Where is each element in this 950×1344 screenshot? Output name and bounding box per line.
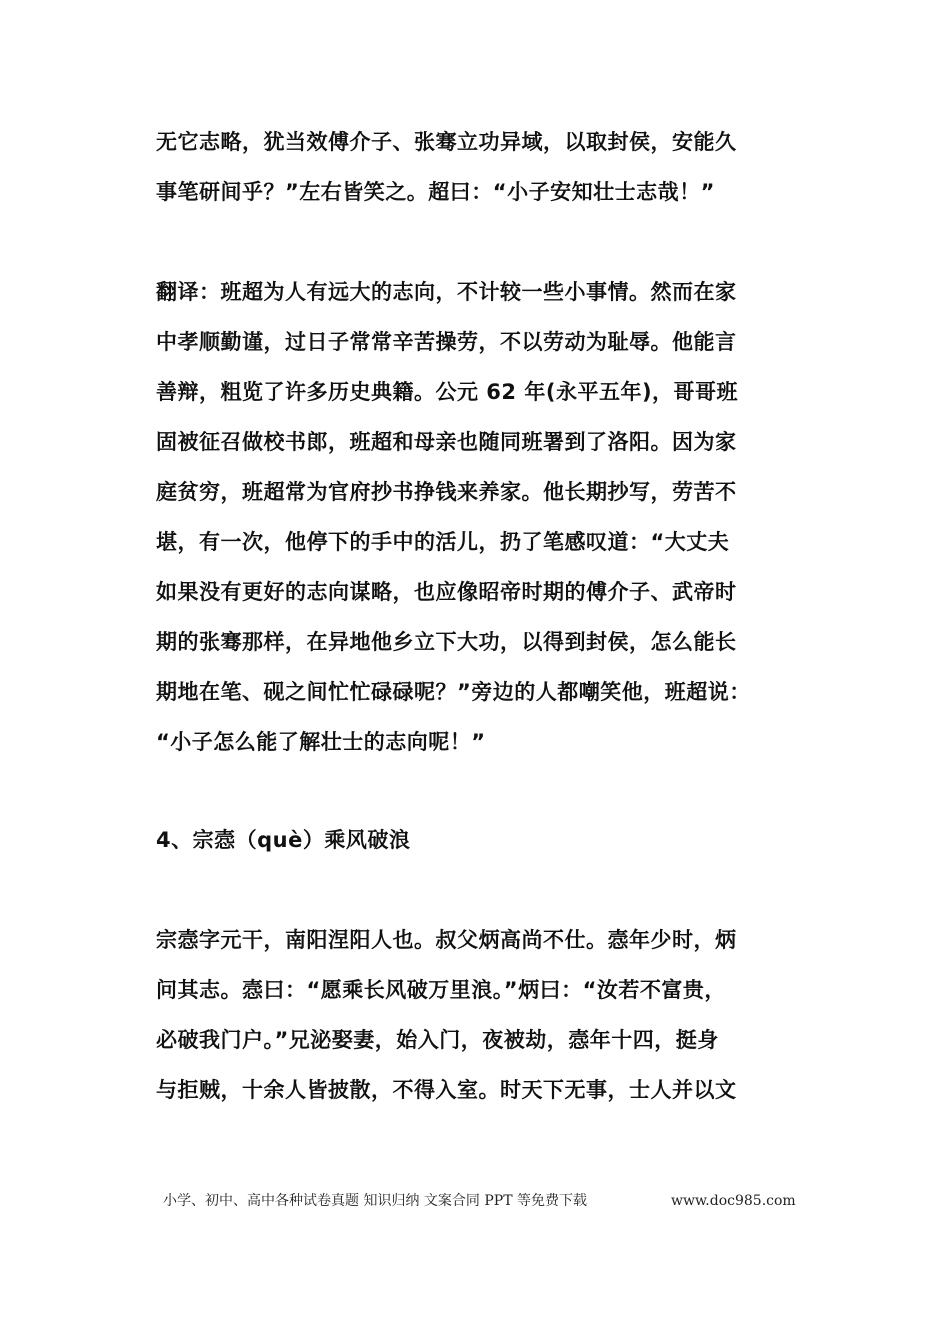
footer-description: 小学、初中、高中各种试卷真题 知识归纳 文案合同 PPT 等免费下载 bbox=[163, 1193, 587, 1209]
text-line: 中孝顺勤谨，过日子常常辛苦操劳，不以劳动为耻辱。他能言 bbox=[156, 330, 737, 354]
text-line: 期地在笔、砚之间忙忙碌碌呢？”旁边的人都嘲笑他，班超说： bbox=[156, 680, 751, 704]
paragraph-3 bbox=[156, 915, 816, 1115]
text-line: 固被征召做校书郎，班超和母亲也随同班署到了洛阳。因为家 bbox=[156, 430, 737, 454]
paragraph-2-translation bbox=[156, 267, 816, 767]
text-line: “小子怎么能了解壮士的志向呢！” bbox=[156, 730, 486, 754]
text-line: 如果没有更好的志向谋略，也应像昭帝时期的傅介子、武帝时 bbox=[156, 580, 737, 604]
section-heading bbox=[156, 815, 816, 865]
text-line: 必破我门户。”兄泌娶妻，始入门，夜被劫，悫年十四，挺身 bbox=[156, 1028, 719, 1052]
text-line: 堪，有一次，他停下的手中的活儿，扔了笔感叹道：“大丈夫 bbox=[156, 530, 730, 554]
text-line: 事笔研间乎？”左右皆笑之。超曰：“小子安知壮士志哉！” bbox=[156, 180, 715, 204]
page-footer bbox=[0, 1186, 950, 1216]
text-line: 翻译：班超为人有远大的志向，不计较一些小事情。然而在家 bbox=[156, 280, 737, 304]
text-line: 问其志。悫曰：“愿乘长风破万里浪。”炳曰：“汝若不富贵， bbox=[156, 978, 726, 1002]
text-line: 善辩，粗览了许多历史典籍。公元 62 年(永平五年)，哥哥班 bbox=[156, 380, 739, 404]
text-line: 与拒贼，十余人皆披散，不得入室。时天下无事，士人并以文 bbox=[156, 1078, 737, 1102]
text-line: 庭贫穷，班超常为官府抄书挣钱来养家。他长期抄写，劳苦不 bbox=[156, 480, 737, 504]
footer-website: www.doc985.com bbox=[671, 1193, 796, 1209]
text-line: 期的张骞那样，在异地他乡立下大功，以得到封侯，怎么能长 bbox=[156, 630, 737, 654]
section-heading-text: 4、宗悫（què）乘风破浪 bbox=[156, 828, 411, 852]
text-line: 无它志略，犹当效傅介子、张骞立功异域，以取封侯，安能久 bbox=[156, 130, 737, 154]
text-line: 宗悫字元干，南阳涅阳人也。叔父炳高尚不仕。悫年少时，炳 bbox=[156, 928, 737, 952]
paragraph-1 bbox=[156, 117, 816, 217]
